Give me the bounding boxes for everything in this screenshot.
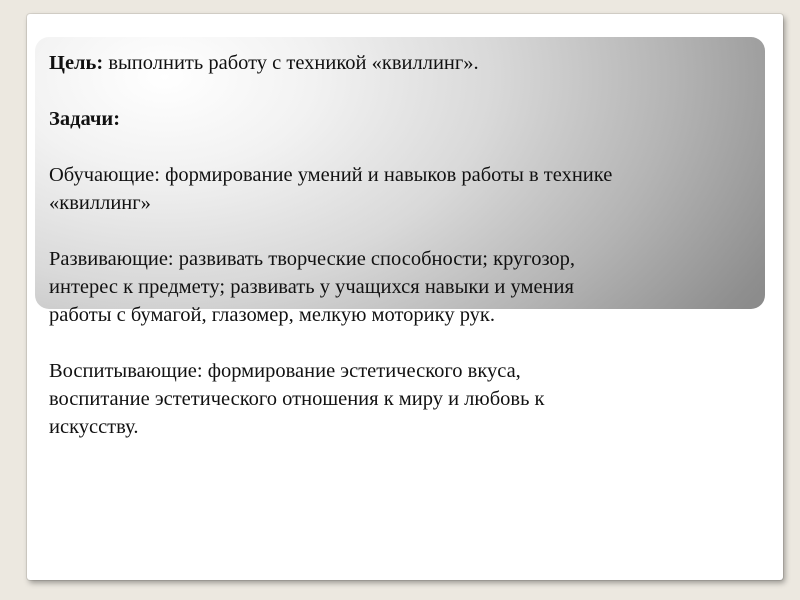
goal-line [49,49,759,77]
spacer [49,329,759,357]
upbringing-line-1: Воспитывающие: формирование эстетического вкуса, [49,360,521,382]
educational-line-2: «квиллинг» [49,192,151,214]
upbringing-line-3: искусству. [49,416,139,438]
slide-content [49,49,759,441]
developing-line-1: Развивающие: развивать творческие способности; кругозор, [49,248,576,270]
spacer [49,217,759,245]
developing-line-3: работы с бумагой, глазомер, мелкую моторику рук. [49,304,496,326]
developing-line-2: интерес к предмету; развивать у учащихся навыки и умения [49,276,574,298]
upbringing-line-2: воспитание эстетического отношения к миру и любовь к [49,388,545,410]
goal-text: выполнить работу с техникой «квиллинг». [103,52,479,74]
tasks-heading: Задачи: [49,108,121,130]
educational-line-1: Обучающие: формирование умений и навыков работы в технике [49,164,613,186]
spacer [49,133,759,161]
spacer [49,77,759,105]
goal-label: Цель: [49,52,104,74]
